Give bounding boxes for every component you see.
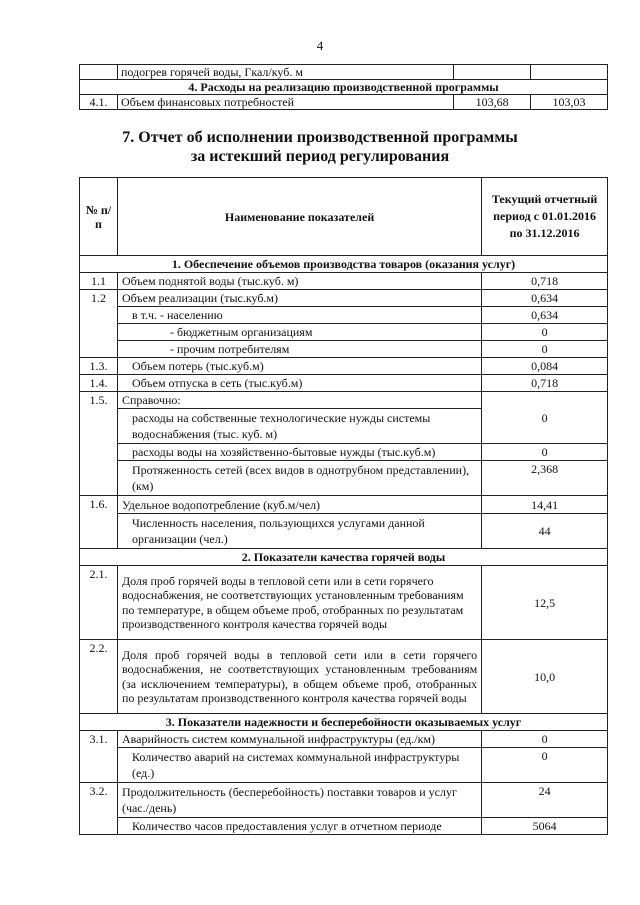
row-1-5-tech-needs-value: 0 [482, 392, 608, 444]
row-3-2-service-hours: Количество часов предоставления услуг в отчетном периоде [117, 818, 481, 835]
row-1-6-population-value: 44 [482, 514, 608, 549]
row-1-3-number: 1.3. [80, 358, 118, 375]
row-4-1-number: 4.1. [80, 95, 118, 110]
row-3-1-accidents-value: 0 [482, 748, 608, 783]
section-2-heading: 2. Показатели качества горячей воды [80, 549, 608, 566]
row-1-4-value: 0,718 [482, 375, 608, 392]
row-4-1-value-2: 103,03 [531, 95, 608, 110]
row-1-6-number: 1.6. [80, 496, 118, 549]
page-number: 4 [316, 38, 324, 53]
row-3-1-number: 3.1. [80, 731, 118, 783]
row-4-1-name: Объем финансовых потребностей [117, 95, 453, 110]
row-1-2-other-consumers: - прочим потребителям [117, 341, 481, 358]
row-1-2-budget-orgs: - бюджетным организациям [117, 324, 481, 341]
report-table [79, 177, 608, 835]
row-1-2-population-value: 0,634 [482, 307, 608, 324]
row-3-1-name: Аварийность систем коммунальной инфраструктуры (ед./км) [117, 731, 481, 748]
row-1-2-other-consumers-value: 0 [482, 341, 608, 358]
row-1-2-value: 0,634 [482, 290, 608, 307]
section-4-heading: 4. Расходы на реализацию производственной программы [80, 80, 608, 95]
row-3-2-number: 3.2. [80, 783, 118, 835]
row-1-1-name: Объем поднятой воды (тыс.куб. м) [117, 273, 481, 290]
row-1-5-number: 1.5. [80, 392, 118, 496]
section-7-title-line-2: за истекший период регулирования [190, 148, 450, 165]
section-7-title [0, 128, 640, 166]
row-2-2-name: Доля проб горячей воды в тепловой сети или в сети горячего водоснабжения, не соответствующих установленным требованиям (за исключением температуры), в общем объеме проб, отобранных по результатам производственного контроля качества горячей воды [117, 640, 481, 714]
row-1-4-number: 1.4. [80, 375, 118, 392]
row-1-4-name: Объем отпуска в сеть (тыс.куб.м) [117, 375, 481, 392]
row-1-3-name: Объем потерь (тыс.куб.м) [117, 358, 481, 375]
row-3-2-name: Продолжительность (бесперебойность) поставки товаров и услуг (час./день) [117, 783, 481, 818]
row-1-2-name: Объем реализации (тыс.куб.м) [117, 290, 481, 307]
row-1-5-tech-needs: расходы на собственные технологические нужды системы водоснабжения (тыс. куб. м) [117, 409, 481, 444]
row-2-2-value: 10,0 [482, 640, 608, 714]
row-4-1-value-1: 103,68 [454, 95, 531, 110]
header-number: № п/п [80, 178, 118, 256]
row-3-2-value: 24 [482, 783, 608, 818]
header-name: Наименование показателей [117, 178, 481, 256]
row-1-5-household-needs: расходы воды на хозяйственно-бытовые нужды (тыс.куб.м) [117, 444, 481, 461]
row-1-2-number: 1.2 [80, 290, 118, 358]
row-1-5-network-length-value: 2,368 [482, 461, 608, 496]
row-3-1-value: 0 [482, 731, 608, 748]
row-1-6-name: Удельное водопотребление (куб.м/чел) [117, 496, 481, 514]
section-7-title-line-1: 7. Отчет об исполнении производственной программы [122, 129, 518, 146]
section-3-heading: 3. Показатели надежности и бесперебойности оказываемых услуг [80, 714, 608, 731]
row-2-1-number: 2.1. [80, 566, 118, 640]
row-2-1-name: Доля проб горячей воды в тепловой сети или в сети горячего водоснабжения, не соответствующих установленным требованиям по температуре, в общем объеме проб, отобранных по результатам производственного контроля качества горячей воды [117, 566, 481, 640]
row-1-5-household-needs-value: 0 [482, 444, 608, 461]
row-3-2-service-hours-value: 5064 [482, 818, 608, 835]
row-1-3-value: 0,084 [482, 358, 608, 375]
row-1-1-number: 1.1 [80, 273, 118, 290]
row-2-2-number: 2.2. [80, 640, 118, 714]
row-1-5-network-length: Протяженность сетей (всех видов в однотрубном представлении), (км) [117, 461, 481, 496]
row-1-6-population: Численность населения, пользующихся услугами данной организации (чел.) [117, 514, 481, 549]
row-1-2-budget-orgs-value: 0 [482, 324, 608, 341]
header-period: Текущий отчетный период с 01.01.2016 по 31.12.2016 [482, 178, 608, 256]
row-1-2-population: в т.ч. - населению [117, 307, 481, 324]
row-1-1-value: 0,718 [482, 273, 608, 290]
row-heating-name: подогрев горячей воды, Гкал/куб. м [117, 65, 453, 80]
row-1-6-value: 14,41 [482, 496, 608, 514]
row-3-1-accidents: Количество аварий на системах коммунальной инфраструктуры (ед.) [117, 748, 481, 783]
row-1-5-name: Справочно: [117, 392, 481, 409]
production-program-table-tail [79, 64, 608, 110]
row-2-1-value: 12,5 [482, 566, 608, 640]
section-1-heading: 1. Обеспечение объемов производства товаров (оказания услуг) [80, 256, 608, 273]
